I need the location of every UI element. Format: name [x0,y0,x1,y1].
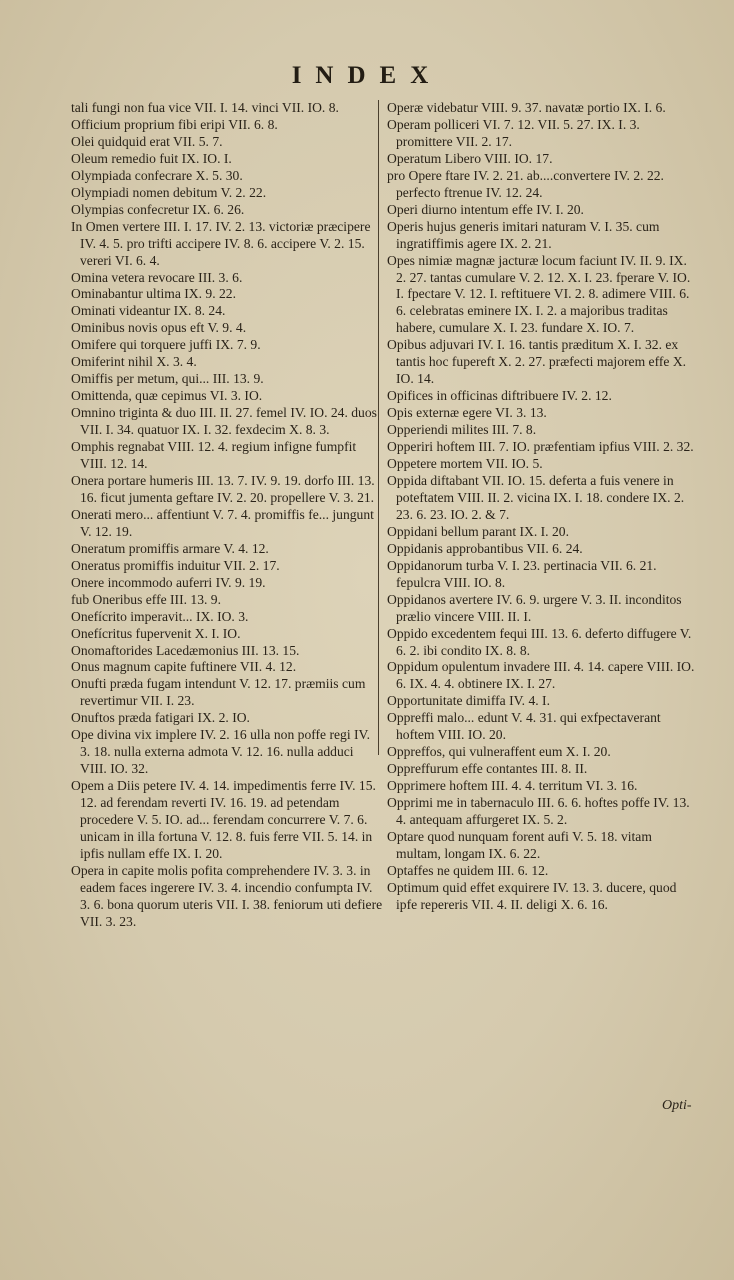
index-entry: Opis externæ egere VI. 3. 13. [387,405,547,421]
index-entry: Operæ videbatur VIII. 9. 37. navatæ portio IX. I. 6. [387,100,666,115]
index-entry: Omina vetera revocare III. 3. 6. [71,269,243,285]
index-entry: Oppetere mortem VII. IO. 5. [387,456,543,472]
index-entry: Omittenda, quæ cepimus VI. 3. IO. [71,388,263,404]
index-entry: fub Oneribus effe III. 13. 9. [71,591,221,607]
index-entry: Opperiendi milites III. 7. 8. [387,422,537,438]
index-entry: Operi diurno intentum effe IV. I. 20. [387,201,584,217]
index-entry: Operatum Libero VIII. IO. 17. [387,150,553,166]
index-entry: Operam polliceri VI. 7. 12. VII. 5. 27. IX. I. 3. promittere VII. 2. 17. [387,116,640,149]
index-entry: Olympiada confecrare X. 5. 30. [71,167,243,183]
index-entry: Onerati mero... affentiunt V. 7. 4. promiffis fe... jungunt V. 12. 19. [71,506,374,539]
index-entry: Ominibus novis opus eft V. 9. 4. [71,320,247,336]
index-entry: Ominati videantur IX. 8. 24. [71,303,226,319]
index-entry: Oppidanos avertere IV. 6. 9. urgere V. 3. II. inconditos prælio vincere VIII. II. I. [387,591,682,624]
index-entry: Oneratus promiffis induitur VII. 2. 17. [71,557,280,573]
index-entry: Onufti præda fugam intendunt V. 12. 17. præmiis cum revertimur VII. I. 23. [71,676,366,709]
index-entry: Onera portare humeris III. 13. 7. IV. 9. 19. dorfo III. 13. 16. ficut jumenta geftare IV. 2. 20. propellere V. 3. 21. [71,472,375,505]
index-entry: Optimum quid effet exquirere IV. 13. 3. ducere, quod ipfe repereris VII. 4. II. deligi X. 6. 16. [387,879,677,912]
index-entry: Onomaftorides Lacedæmonius III. 13. 15. [71,642,300,658]
index-entry: Opera in capite molis pofita comprehendere IV. 3. 3. in eadem faces ingerere IV. 3. 4. incendio confumpta IV. 3. 6. bona quorum uteris VII. I. 38. feniorum uti defiere VII. 3. 23. [71,862,383,929]
index-entry: Opprimi me in tabernaculo III. 6. 6. hoftes poffe IV. 13. 4. antequam affurgeret IX. 5. 2. [387,795,690,828]
index-entry: Olympiadi nomen debitum V. 2. 22. [71,184,267,200]
index-entry: Olei quidquid erat VII. 5. 7. [71,133,223,149]
catchword: Opti- [662,1098,692,1113]
index-entry: Oneratum promiffis armare V. 4. 12. [71,540,269,556]
index-entry: Oppido excedentem fequi III. 13. 6. deferto diffugere V. 6. 2. ibi condito IX. 8. 8. [387,625,692,658]
index-entry: Omphis regnabat VIII. 12. 4. regium infigne fumpfit VIII. 12. 14. [71,439,357,472]
index-entry: Opem a Diis petere IV. 4. 14. impedimentis ferre IV. 15. 12. ad ferendam reverti IV. 16. 19. ad petendam procedere V. 5. IO. ad... ferendam concurrere V. 7. 6. unicam in illa fortuna V. 12. 8. fuis ferre VII. 5. 14. in ipfis nullam effe IX. I. 20. [71,778,376,861]
index-entry: Oppidani bellum parant IX. I. 20. [387,523,569,539]
index-entry: Olympias confecretur IX. 6. 26. [71,201,245,217]
index-entry: Onuftos præda fatigari IX. 2. IO. [71,710,250,726]
index-entry: Opes nimiæ magnæ jacturæ locum faciunt IV. II. 9. IX. 2. 27. tantas cumulare V. 2. 12. X. I. 23. fperare V. IO. I. fpectare V. 12. I. reftituere VI. 2. 8. adimere VIII. 6. 6. celebratas eminere IX. I. 2. a majoribus traditas habere, cumulare X. I. 23. fundare X. IO. 7. [387,252,691,336]
index-entry: Opifices in officinas diftribuere IV. 2. 12. [387,388,612,404]
index-entry: Ope divina vix implere IV. 2. 16 ulla non poffe regi IV. 3. 18. nulla externa admota V. 12. 16. nulla adduci VIII. IO. 32. [71,727,371,777]
index-entry: Optare quod nunquam forent aufi V. 5. 18. vitam multam, longam IX. 6. 22. [387,828,652,861]
index-entry: Onere incommodo auferri IV. 9. 19. [71,574,266,590]
index-entry: Omnino triginta & duo III. II. 27. femel IV. IO. 24. duos VII. I. 34. quatuor IX. I. 32. fexdecim X. 8. 3. [71,405,377,438]
index-entry: Officium proprium fibi eripi VII. 6. 8. [71,116,278,132]
index-entry: In Omen vertere III. I. 17. IV. 2. 13. victoriæ præcipere IV. 4. 5. pro trifti accipere IV. 8. 6. accipere V. 2. 15. vereri VI. 6. 4. [71,218,371,268]
index-entry: Omiferint nihil X. 3. 4. [71,354,197,370]
index-entry: Oppreffi malo... edunt V. 4. 31. qui exfpectaverant hoftem VIII. IO. 20. [387,710,661,743]
index-entry: Opperiri hoftem III. 7. IO. præfentiam ipfius VIII. 2. 32. [387,439,694,455]
index-entry: Oleum remedio fuit IX. IO. I. [71,150,232,166]
index-entry: Optaffes ne quidem III. 6. 12. [387,862,549,878]
index-entry: Oppidanorum turba V. I. 23. pertinacia VII. 6. 21. fepulcra VIII. IO. 8. [387,557,657,590]
index-entry: Operis hujus generis imitari naturam V. I. 35. cum ingratiffimis agere IX. 2. 21. [387,218,660,251]
index-entry: Onus magnum capite fuftinere VII. 4. 12. [71,659,297,675]
page-header: INDEX [291,62,443,89]
index-entry: Opportunitate dimiffa IV. 4. I. [387,693,550,709]
right-column [387,100,697,914]
index-entry: Oppidanis approbantibus VII. 6. 24. [387,540,583,556]
index-entry: Opibus adjuvari IV. I. 16. tantis præditum X. I. 32. ex tantis hoc fupereft X. 2. 27. præfecti majorem effe X. IO. 14. [387,337,687,387]
index-entry: Omiffis per metum, qui... III. 13. 9. [71,371,264,387]
index-entry: Oppidum opulentum invadere III. 4. 14. capere VIII. IO. 6. IX. 4. 4. obtinere IX. I. 27. [387,659,695,692]
index-entry: Oppreffos, qui vulneraffent eum X. I. 20. [387,744,611,760]
index-entry: Onefícritus fupervenit X. I. IO. [71,625,241,641]
index-entry: Ominabantur ultima IX. 9. 22. [71,286,236,302]
index-entry: pro Opere ftare IV. 2. 21. ab....convertere IV. 2. 22. perfecto ftrenue IV. 12. 24. [387,167,664,200]
index-entry: tali fungi non fua vice VII. I. 14. vinci VII. IO. 8. [71,100,339,115]
index-entry: Oppreffurum effe contantes III. 8. II. [387,761,588,777]
index-entry: Opprimere hoftem III. 4. 4. territum VI. 3. 16. [387,778,638,794]
index-entry: Oppida diftabant VII. IO. 15. deferta a fuis venere in poteftatem VIII. II. 2. vicina IX. I. 18. condere IX. 2. 23. 6. 23. IO. 2. & 7. [387,472,685,522]
index-entry: Onefícrito imperavit... IX. IO. 3. [71,608,249,624]
index-entry: Omifere qui torquere juffi IX. 7. 9. [71,337,261,353]
left-column [71,100,383,931]
